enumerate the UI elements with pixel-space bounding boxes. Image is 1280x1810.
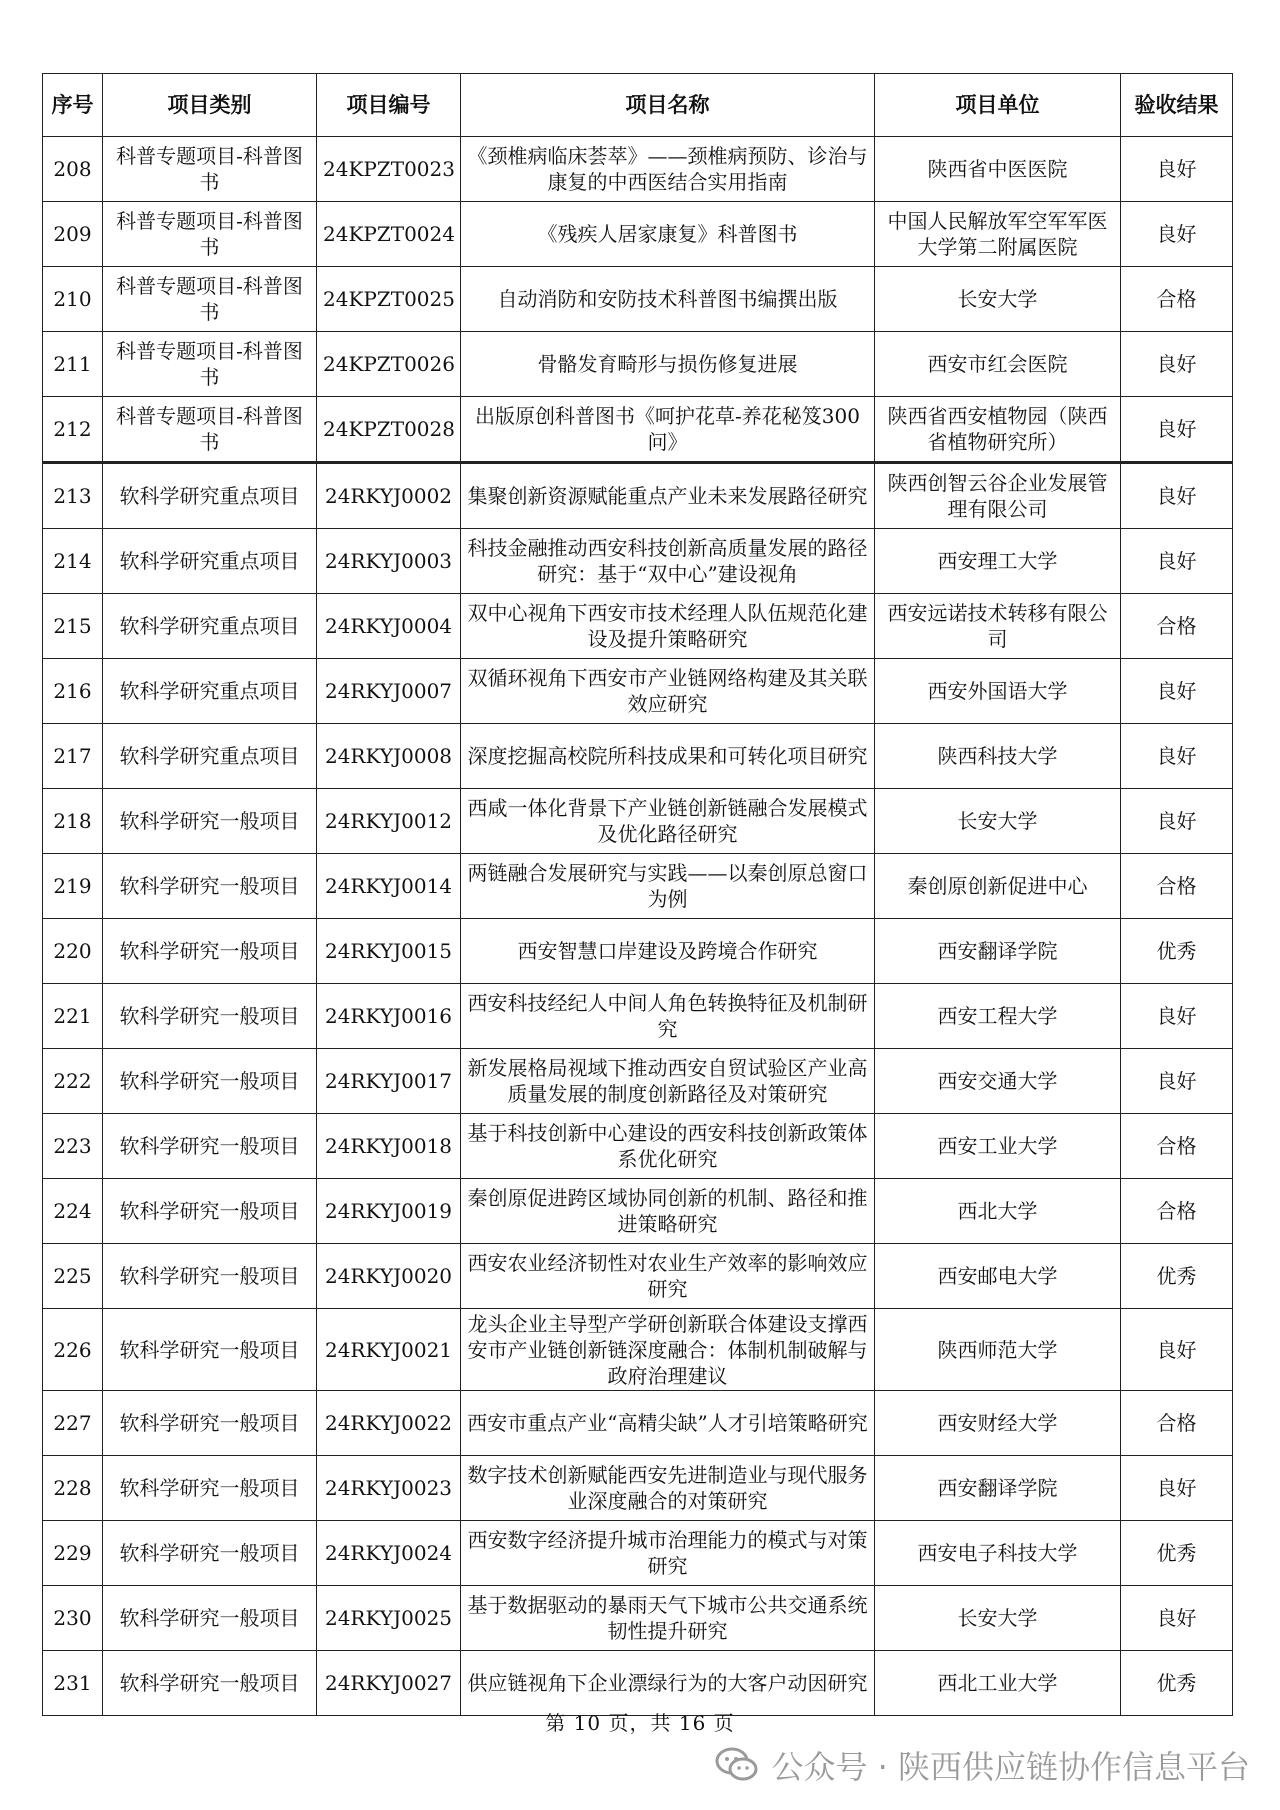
cell-no: 222 (43, 1049, 103, 1114)
header-category: 项目类别 (103, 74, 317, 137)
header-no: 序号 (43, 74, 103, 137)
cell-no: 218 (43, 789, 103, 854)
table-row (43, 659, 1233, 724)
table-row (43, 1391, 1233, 1456)
table-row (43, 1586, 1233, 1651)
cell-category: 软科学研究一般项目 (103, 1456, 317, 1521)
table-row (43, 1114, 1233, 1179)
cell-result: 优秀 (1121, 919, 1233, 984)
cell-name: 双中心视角下西安市技术经理人队伍规范化建设及提升策略研究 (461, 594, 875, 659)
cell-no: 230 (43, 1586, 103, 1651)
cell-code: 24KPZT0025 (317, 267, 461, 332)
cell-unit: 西安翻译学院 (875, 919, 1121, 984)
cell-result: 合格 (1121, 594, 1233, 659)
cell-code: 24RKYJ0003 (317, 529, 461, 594)
cell-unit: 长安大学 (875, 267, 1121, 332)
cell-category: 软科学研究一般项目 (103, 1651, 317, 1716)
cell-category: 软科学研究一般项目 (103, 1309, 317, 1391)
cell-code: 24RKYJ0007 (317, 659, 461, 724)
cell-result: 良好 (1121, 397, 1233, 463)
cell-unit: 西安市红会医院 (875, 332, 1121, 397)
cell-category: 软科学研究重点项目 (103, 659, 317, 724)
cell-result: 合格 (1121, 267, 1233, 332)
cell-category: 软科学研究重点项目 (103, 594, 317, 659)
cell-unit: 中国人民解放军空军军医大学第二附属医院 (875, 202, 1121, 267)
table-row (43, 919, 1233, 984)
cell-code: 24RKYJ0008 (317, 724, 461, 789)
table-row (43, 463, 1233, 529)
cell-code: 24RKYJ0014 (317, 854, 461, 919)
cell-category: 软科学研究一般项目 (103, 984, 317, 1049)
cell-no: 231 (43, 1651, 103, 1716)
cell-no: 217 (43, 724, 103, 789)
cell-result: 良好 (1121, 659, 1233, 724)
table-row (43, 1309, 1233, 1391)
cell-no: 210 (43, 267, 103, 332)
cell-unit: 西北工业大学 (875, 1651, 1121, 1716)
table-row (43, 267, 1233, 332)
cell-code: 24RKYJ0012 (317, 789, 461, 854)
header-code: 项目编号 (317, 74, 461, 137)
cell-name: 西咸一体化背景下产业链创新链融合发展模式及优化路径研究 (461, 789, 875, 854)
cell-name: 《颈椎病临床荟萃》——颈椎病预防、诊治与康复的中西医结合实用指南 (461, 137, 875, 202)
cell-code: 24KPZT0023 (317, 137, 461, 202)
cell-name: 基于数据驱动的暴雨天气下城市公共交通系统韧性提升研究 (461, 1586, 875, 1651)
cell-name: 供应链视角下企业漂绿行为的大客户动因研究 (461, 1651, 875, 1716)
cell-result: 良好 (1121, 984, 1233, 1049)
cell-no: 213 (43, 463, 103, 529)
cell-name: 《残疾人居家康复》科普图书 (461, 202, 875, 267)
cell-no: 227 (43, 1391, 103, 1456)
cell-unit: 陕西科技大学 (875, 724, 1121, 789)
table-row (43, 594, 1233, 659)
cell-code: 24RKYJ0022 (317, 1391, 461, 1456)
cell-category: 软科学研究重点项目 (103, 724, 317, 789)
cell-result: 良好 (1121, 202, 1233, 267)
cell-code: 24KPZT0026 (317, 332, 461, 397)
cell-code: 24KPZT0024 (317, 202, 461, 267)
table-row (43, 854, 1233, 919)
cell-unit: 长安大学 (875, 1586, 1121, 1651)
table-row (43, 1244, 1233, 1309)
cell-no: 211 (43, 332, 103, 397)
cell-unit: 西安交通大学 (875, 1049, 1121, 1114)
cell-result: 合格 (1121, 1114, 1233, 1179)
header-result: 验收结果 (1121, 74, 1233, 137)
cell-no: 209 (43, 202, 103, 267)
table-body (43, 137, 1233, 1716)
cell-no: 228 (43, 1456, 103, 1521)
cell-unit: 西安翻译学院 (875, 1456, 1121, 1521)
cell-name: 数字技术创新赋能西安先进制造业与现代服务业深度融合的对策研究 (461, 1456, 875, 1521)
table-row (43, 724, 1233, 789)
cell-unit: 西安远诺技术转移有限公司 (875, 594, 1121, 659)
cell-no: 229 (43, 1521, 103, 1586)
cell-result: 良好 (1121, 1456, 1233, 1521)
cell-name: 自动消防和安防技术科普图书编撰出版 (461, 267, 875, 332)
cell-result: 良好 (1121, 529, 1233, 594)
cell-unit: 长安大学 (875, 789, 1121, 854)
table-row (43, 397, 1233, 463)
watermark (715, 1742, 1250, 1788)
cell-name: 西安科技经纪人中间人角色转换特征及机制研究 (461, 984, 875, 1049)
cell-no: 215 (43, 594, 103, 659)
cell-category: 科普专题项目-科普图书 (103, 397, 317, 463)
wechat-icon (715, 1745, 759, 1785)
cell-unit: 西安财经大学 (875, 1391, 1121, 1456)
cell-name: 新发展格局视域下推动西安自贸试验区产业高质量发展的制度创新路径及对策研究 (461, 1049, 875, 1114)
cell-category: 科普专题项目-科普图书 (103, 332, 317, 397)
cell-code: 24RKYJ0019 (317, 1179, 461, 1244)
table-row (43, 789, 1233, 854)
cell-name: 秦创原促进跨区域协同创新的机制、路径和推进策略研究 (461, 1179, 875, 1244)
cell-category: 软科学研究一般项目 (103, 1391, 317, 1456)
cell-result: 合格 (1121, 1179, 1233, 1244)
table-header-row (43, 74, 1233, 137)
cell-name: 集聚创新资源赋能重点产业未来发展路径研究 (461, 463, 875, 529)
cell-name: 科技金融推动西安科技创新高质量发展的路径研究：基于“双中心”建设视角 (461, 529, 875, 594)
table-row (43, 1521, 1233, 1586)
cell-unit: 陕西省西安植物园（陕西省植物研究所） (875, 397, 1121, 463)
cell-result: 良好 (1121, 1309, 1233, 1391)
cell-code: 24RKYJ0023 (317, 1456, 461, 1521)
table-row (43, 529, 1233, 594)
cell-code: 24RKYJ0015 (317, 919, 461, 984)
cell-unit: 西安外国语大学 (875, 659, 1121, 724)
cell-unit: 陕西创智云谷企业发展管理有限公司 (875, 463, 1121, 529)
header-unit: 项目单位 (875, 74, 1121, 137)
cell-code: 24RKYJ0016 (317, 984, 461, 1049)
cell-code: 24RKYJ0025 (317, 1586, 461, 1651)
table-row (43, 1651, 1233, 1716)
cell-category: 软科学研究一般项目 (103, 789, 317, 854)
cell-category: 科普专题项目-科普图书 (103, 137, 317, 202)
table-row (43, 1049, 1233, 1114)
cell-name: 出版原创科普图书《呵护花草-养花秘笈300问》 (461, 397, 875, 463)
cell-name: 双循环视角下西安市产业链网络构建及其关联效应研究 (461, 659, 875, 724)
cell-no: 224 (43, 1179, 103, 1244)
cell-result: 良好 (1121, 789, 1233, 854)
cell-category: 软科学研究一般项目 (103, 1244, 317, 1309)
cell-result: 良好 (1121, 1586, 1233, 1651)
cell-code: 24RKYJ0002 (317, 463, 461, 529)
cell-name: 基于科技创新中心建设的西安科技创新政策体系优化研究 (461, 1114, 875, 1179)
cell-category: 软科学研究一般项目 (103, 1114, 317, 1179)
watermark-text: 公众号 · 陕西供应链协作信息平台 (771, 1748, 1250, 1786)
cell-unit: 陕西省中医医院 (875, 137, 1121, 202)
cell-result: 优秀 (1121, 1521, 1233, 1586)
cell-category: 科普专题项目-科普图书 (103, 267, 317, 332)
cell-code: 24RKYJ0018 (317, 1114, 461, 1179)
cell-result: 良好 (1121, 463, 1233, 529)
cell-unit: 西安邮电大学 (875, 1244, 1121, 1309)
cell-no: 212 (43, 397, 103, 463)
cell-code: 24RKYJ0017 (317, 1049, 461, 1114)
cell-unit: 西安理工大学 (875, 529, 1121, 594)
cell-result: 合格 (1121, 1391, 1233, 1456)
table-row (43, 137, 1233, 202)
cell-no: 225 (43, 1244, 103, 1309)
cell-result: 良好 (1121, 137, 1233, 202)
cell-category: 软科学研究重点项目 (103, 529, 317, 594)
cell-name: 深度挖掘高校院所科技成果和可转化项目研究 (461, 724, 875, 789)
cell-no: 220 (43, 919, 103, 984)
cell-name: 西安市重点产业“高精尖缺”人才引培策略研究 (461, 1391, 875, 1456)
cell-result: 合格 (1121, 854, 1233, 919)
cell-name: 骨骼发育畸形与损伤修复进展 (461, 332, 875, 397)
table-row (43, 1456, 1233, 1521)
cell-category: 软科学研究一般项目 (103, 854, 317, 919)
cell-result: 良好 (1121, 1049, 1233, 1114)
cell-name: 西安智慧口岸建设及跨境合作研究 (461, 919, 875, 984)
cell-no: 214 (43, 529, 103, 594)
results-table (42, 73, 1233, 1716)
cell-no: 221 (43, 984, 103, 1049)
cell-no: 223 (43, 1114, 103, 1179)
cell-no: 226 (43, 1309, 103, 1391)
cell-result: 良好 (1121, 332, 1233, 397)
cell-result: 优秀 (1121, 1244, 1233, 1309)
cell-code: 24RKYJ0020 (317, 1244, 461, 1309)
cell-result: 优秀 (1121, 1651, 1233, 1716)
cell-unit: 秦创原创新促进中心 (875, 854, 1121, 919)
cell-category: 软科学研究一般项目 (103, 1049, 317, 1114)
cell-category: 软科学研究一般项目 (103, 1521, 317, 1586)
table-row (43, 332, 1233, 397)
cell-code: 24RKYJ0024 (317, 1521, 461, 1586)
cell-name: 两链融合发展研究与实践——以秦创原总窗口为例 (461, 854, 875, 919)
cell-unit: 西安工程大学 (875, 984, 1121, 1049)
page-number: 第 10 页，共 16 页 (545, 1711, 735, 1735)
cell-category: 软科学研究重点项目 (103, 463, 317, 529)
cell-name: 西安农业经济韧性对农业生产效率的影响效应研究 (461, 1244, 875, 1309)
cell-code: 24RKYJ0027 (317, 1651, 461, 1716)
cell-category: 软科学研究一般项目 (103, 1179, 317, 1244)
header-name: 项目名称 (461, 74, 875, 137)
cell-unit: 西安电子科技大学 (875, 1521, 1121, 1586)
cell-unit: 西北大学 (875, 1179, 1121, 1244)
cell-code: 24RKYJ0004 (317, 594, 461, 659)
cell-no: 216 (43, 659, 103, 724)
cell-category: 软科学研究一般项目 (103, 1586, 317, 1651)
table-row (43, 1179, 1233, 1244)
cell-no: 219 (43, 854, 103, 919)
cell-unit: 西安工业大学 (875, 1114, 1121, 1179)
cell-category: 软科学研究一般项目 (103, 919, 317, 984)
cell-unit: 陕西师范大学 (875, 1309, 1121, 1391)
cell-no: 208 (43, 137, 103, 202)
cell-category: 科普专题项目-科普图书 (103, 202, 317, 267)
cell-code: 24KPZT0028 (317, 397, 461, 463)
cell-code: 24RKYJ0021 (317, 1309, 461, 1391)
table-row (43, 984, 1233, 1049)
cell-result: 良好 (1121, 724, 1233, 789)
cell-name: 西安数字经济提升城市治理能力的模式与对策研究 (461, 1521, 875, 1586)
cell-name: 龙头企业主导型产学研创新联合体建设支撑西安市产业链创新链深度融合：体制机制破解与政府治理建议 (461, 1309, 875, 1391)
table-row (43, 202, 1233, 267)
